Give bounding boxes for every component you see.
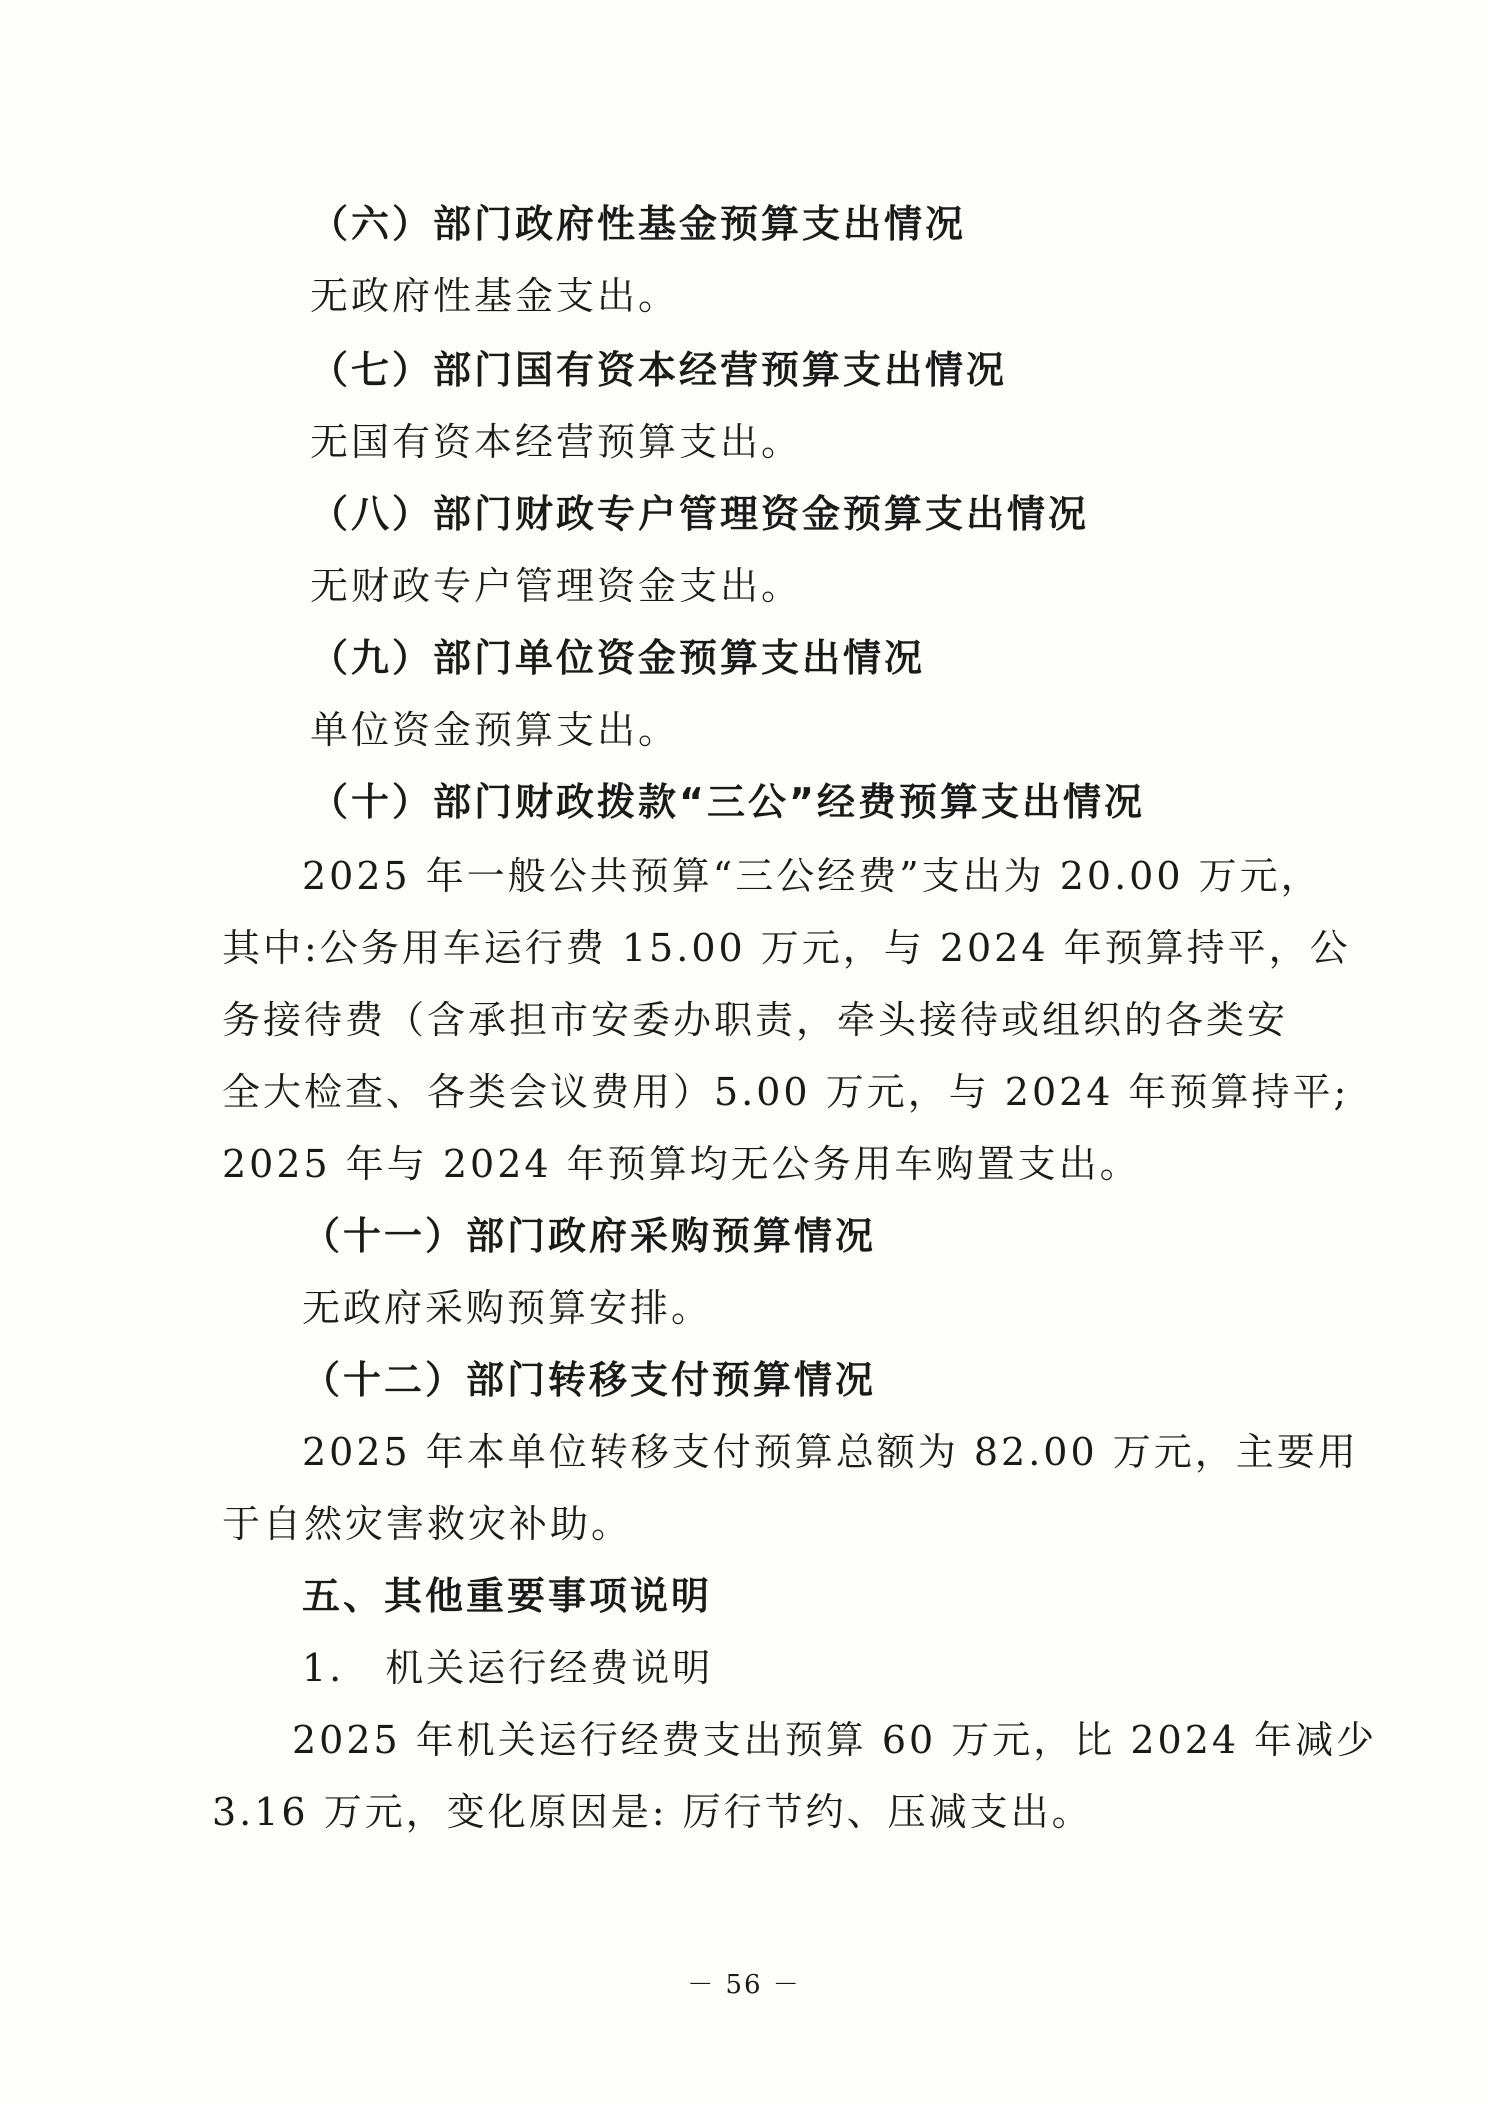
section-8-body: 无财政专户管理资金支出。	[310, 564, 803, 608]
section-12-paragraph-line-1: 2025 年本单位转移支付预算总额为 82.00 万元，主要用	[302, 1430, 1359, 1474]
section-6-body: 无政府性基金支出。	[310, 274, 680, 318]
section-7-body: 无国有资本经营预算支出。	[310, 420, 803, 464]
section-12-heading: （十二）部门转移支付预算情况	[302, 1358, 877, 1402]
section-11-body: 无政府采购预算安排。	[302, 1286, 713, 1330]
section-12-paragraph-line-2: 于自然灾害救灾补助。	[222, 1502, 633, 1546]
section-7-heading: （七）部门国有资本经营预算支出情况	[310, 348, 1008, 392]
item-1-paragraph-line-1: 2025 年机关运行经费支出预算 60 万元，比 2024 年减少	[292, 1718, 1378, 1762]
section-9-body: 单位资金预算支出。	[310, 708, 680, 752]
part-5-heading: 五、其他重要事项说明	[302, 1574, 713, 1618]
section-10-paragraph-line-1: 2025 年一般公共预算“三公经费”支出为 20.00 万元，	[302, 854, 1322, 898]
section-10-paragraph-line-3: 务接待费（含承担市安委办职责，牵头接待或组织的各类安	[222, 998, 1289, 1042]
section-8-heading: （八）部门财政专户管理资金预算支出情况	[310, 492, 1090, 536]
item-1-heading: 1. 机关运行经费说明	[302, 1646, 714, 1690]
section-11-heading: （十一）部门政府采购预算情况	[302, 1214, 877, 1258]
section-6-heading: （六）部门政府性基金预算支出情况	[310, 202, 967, 246]
section-10-paragraph-line-2: 其中:公务用车运行费 15.00 万元，与 2024 年预算持平，公	[222, 926, 1351, 970]
section-10-paragraph-line-4: 全大检查、各类会议费用）5.00 万元，与 2024 年预算持平;	[222, 1070, 1350, 1114]
section-10-heading: （十）部门财政拨款“三公”经费预算支出情况	[310, 780, 1145, 824]
page-number: － 56 －	[687, 1970, 801, 2000]
section-10-paragraph-line-5: 2025 年与 2024 年预算均无公务用车购置支出。	[222, 1142, 1141, 1186]
item-1-paragraph-line-2: 3.16 万元，变化原因是: 厉行节约、压减支出。	[212, 1790, 1093, 1834]
section-9-heading: （九）部门单位资金预算支出情况	[310, 636, 926, 680]
